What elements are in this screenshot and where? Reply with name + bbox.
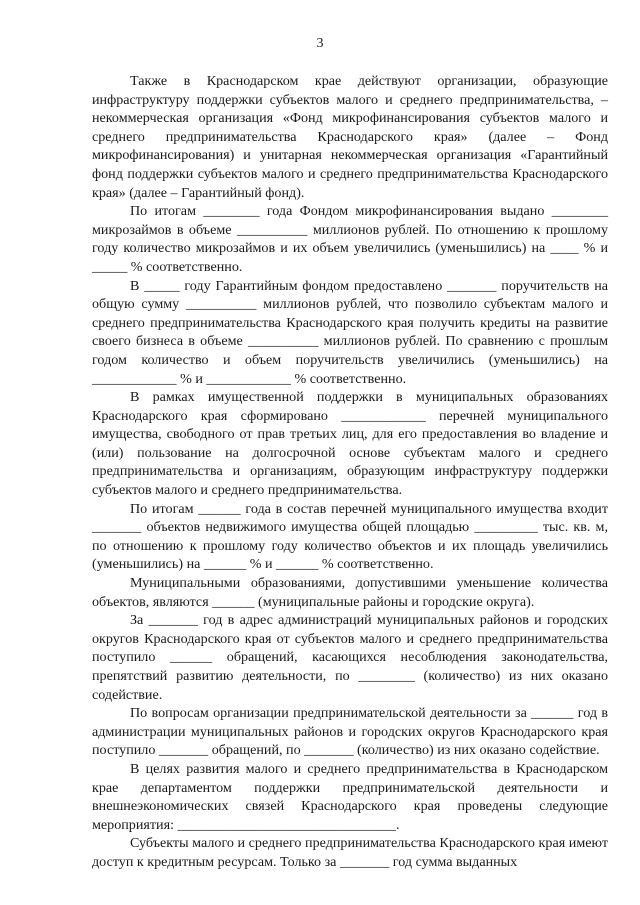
paragraph-property-results: По итогам ______ года в состав перечней муниципального имущества входит _______ объектов недвижимого имущества общей площадью _________ тыс. кв. м, по отношению к прошлому году количество объектов и их площадь увеличились (уменьшились) на ______ % и ______ % соответственно. <box>92 500 608 573</box>
paragraph-infrastructure: Также в Краснодарском крае действуют организации, образующие инфраструктуру поддержки субъектов малого и среднего предпринимательства, – некоммерческая организация «Фонд микрофинансирования субъектов малого и среднего предпринимательства Краснодарского края» (далее – Фонд микрофинансирования) и унитарная некоммерческая организация «Гарантийный фонд поддержки субъектов малого и среднего предпринимательства Краснодарского края» (далее – Гарантийный фонд). <box>92 73 608 201</box>
paragraph-property-decrease: Муниципальными образованиями, допустившими уменьшение количества объектов, являются ______ (муниципальные районы и городские округа). <box>92 575 608 610</box>
paragraph-property-support: В рамках имущественной поддержки в муниципальных образованиях Краснодарского края сформировано ____________ перечней муниципального имущества, свободного от прав третьих лиц, для его предоставления во владение и (или) пользование на долгосрочной основе субъектам малого и среднего предпринимательства и организациям, образующим инфраструктуру поддержки субъектов малого и среднего предпринимательства. <box>92 389 608 499</box>
paragraph-guarantee-fund: В _____ году Гарантийным фондом предоставлено _______ поручительств на общую сумму __________ миллионов рублей, что позволило субъектам малого и среднего предпринимательства Краснодарского края получить кредиты на развитие своего бизнеса в объеме __________ миллионов рублей. По сравнению с прошлым годом количество и объем поручительств увеличились (уменьшились) на ____________ % и ____________ % соответственно. <box>92 277 608 387</box>
paragraph-credit-access: Субъекты малого и среднего предпринимательства Краснодарского края имеют доступ к кредитным ресурсам. Только за _______ год сумма выданных <box>92 835 608 870</box>
paragraph-complaints: За _______ год в адрес администраций муниципальных районов и городских округов Краснодарского края от субъектов малого и среднего предпринимательства поступило ______ обращений, касающихся несоблюдения законодательства, препятствий развитию деятельности, по ________ (количество) из них оказано содействие. <box>92 612 608 703</box>
paragraph-business-inquiries: По вопросам организации предпринимательской деятельности за ______ год в администрации муниципальных районов и городских округов Краснодарского края поступило _______ обращений, по _______ (количество) из них оказано содействие. <box>92 705 608 759</box>
paragraph-department-measures: В целях развития малого и среднего предпринимательства в Краснодарском крае департаментом поддержки предпринимательской деятельности и внешнеэкономических связей Краснодарского края проведены следующие мероприятия: _______________________________. <box>92 760 608 833</box>
paragraph-microfinance-results: По итогам ________ года Фондом микрофинансирования выдано ________ микрозаймов в объеме __________ миллионов рублей. По отношению к прошлому году количество микрозаймов и их объем увеличились (уменьшились) на ____ % и _____ % соответственно. <box>92 203 608 275</box>
page-number: 3 <box>316 36 324 51</box>
document-body <box>92 72 608 872</box>
